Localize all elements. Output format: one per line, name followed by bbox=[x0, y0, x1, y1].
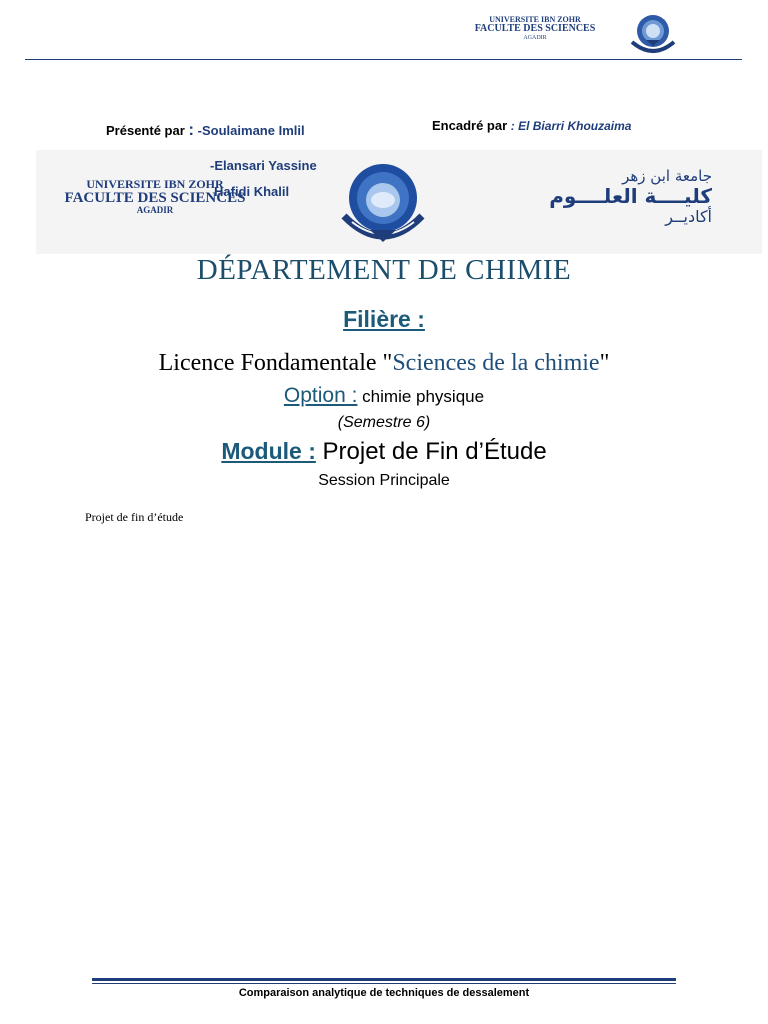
semester: (Semestre 6) bbox=[337, 414, 431, 431]
option-line bbox=[0, 384, 768, 408]
session: Session Principale bbox=[318, 472, 450, 489]
presented-by-colon: : bbox=[188, 120, 195, 139]
presented-by bbox=[106, 120, 305, 140]
banner-seal-logo bbox=[330, 160, 436, 248]
banner-arabic-line3: أكاديــر bbox=[665, 207, 712, 227]
supervised-by-label: Encadré par bbox=[432, 118, 511, 133]
footer-divider-thick bbox=[92, 978, 676, 981]
header-university-text bbox=[470, 16, 600, 41]
option-value: chimie physique bbox=[357, 387, 485, 406]
footer-title: Comparaison analytique de techniques de dessalement bbox=[238, 987, 530, 999]
module-line bbox=[0, 438, 768, 466]
author-name-2: -Elansari Yassine bbox=[210, 158, 317, 173]
supervisor-name: : El Biarri Khouzaima bbox=[510, 119, 632, 133]
project-note: Projet de fin d’étude bbox=[85, 510, 184, 524]
banner-university-line1: UNIVERSITE IBN ZOHR bbox=[86, 177, 224, 191]
module-label: Module : bbox=[221, 438, 316, 464]
supervised-by bbox=[432, 118, 631, 133]
faculty-seal-logo bbox=[628, 12, 678, 56]
author-name-3: Hafidi Khalil bbox=[214, 184, 290, 199]
banner-arabic-text bbox=[530, 168, 712, 227]
licence-prefix: Licence Fondamentale " bbox=[158, 350, 393, 376]
module-value: Projet de Fin d’Étude bbox=[315, 438, 547, 465]
option-label: Option : bbox=[283, 384, 358, 407]
licence-name: Sciences de la chimie bbox=[392, 350, 600, 376]
presented-by-label: Présenté par bbox=[106, 123, 189, 138]
banner-arabic-line1: جامعة ابن زهر bbox=[622, 167, 712, 185]
filiere-label: Filière : bbox=[343, 306, 425, 332]
header-divider bbox=[25, 59, 742, 60]
author-name-1: -Soulaimane Imlil bbox=[197, 123, 305, 138]
banner-university-line3: AGADIR bbox=[136, 205, 174, 216]
footer-divider-thin bbox=[92, 983, 676, 984]
licence-title bbox=[0, 350, 768, 377]
banner-university-line2: FACULTE DES SCIENCES bbox=[64, 189, 246, 206]
licence-suffix: " bbox=[599, 350, 610, 376]
header-university-line2: FACULTE DES SCIENCES bbox=[474, 23, 596, 35]
banner-arabic-line2: كليــــة العلــــوم bbox=[549, 184, 712, 209]
department-title: DÉPARTEMENT DE CHIMIE bbox=[196, 254, 572, 286]
header-university-line1: UNIVERSITE IBN ZOHR bbox=[489, 15, 581, 24]
header-university-line3: AGADIR bbox=[523, 34, 547, 41]
